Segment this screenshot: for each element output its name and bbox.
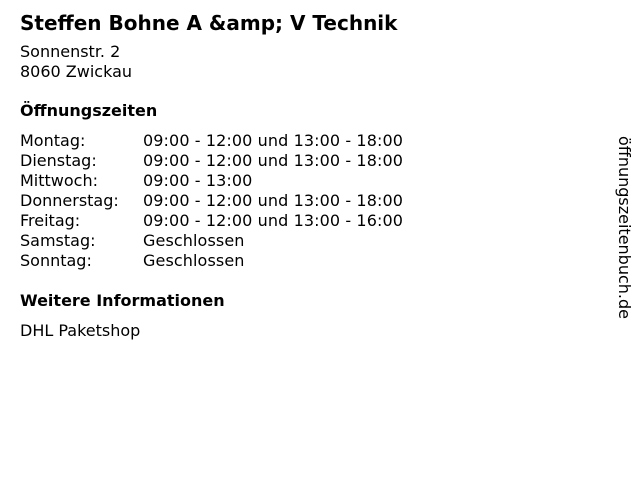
hours-row-samstag [20, 231, 600, 251]
address-city: 8060 Zwickau [20, 62, 133, 81]
hours-day: Donnerstag: [20, 191, 119, 210]
info-heading: Weitere Informationen [20, 291, 225, 310]
hours-day: Samstag: [20, 231, 96, 250]
address-street: Sonnenstr. 2 [20, 42, 121, 61]
hours-day: Montag: [20, 131, 86, 150]
hours-time: 09:00 - 12:00 und 13:00 - 16:00 [143, 211, 404, 230]
hours-time: 09:00 - 12:00 und 13:00 - 18:00 [143, 191, 404, 210]
hours-row-sonntag [20, 251, 600, 271]
hours-time: 09:00 - 12:00 und 13:00 - 18:00 [143, 151, 404, 170]
hours-time: 09:00 - 13:00 [143, 171, 253, 190]
info-text: DHL Paketshop [20, 321, 141, 340]
site-watermark: öffnungszeitenbuch.de [615, 136, 634, 319]
hours-row-donnerstag [20, 191, 600, 211]
hours-row-montag [20, 131, 600, 151]
business-name: Steffen Bohne A &amp; V Technik [20, 11, 398, 35]
hours-day: Freitag: [20, 211, 81, 230]
hours-day: Mittwoch: [20, 171, 98, 190]
hours-day: Sonntag: [20, 251, 92, 270]
hours-row-freitag [20, 211, 600, 231]
hours-time: Geschlossen [143, 231, 245, 250]
hours-row-mittwoch [20, 171, 600, 191]
hours-row-dienstag [20, 151, 600, 171]
hours-heading: Öffnungszeiten [20, 101, 158, 120]
hours-time: Geschlossen [143, 251, 245, 270]
hours-day: Dienstag: [20, 151, 97, 170]
hours-table [20, 131, 600, 271]
address [20, 42, 600, 82]
hours-time: 09:00 - 12:00 und 13:00 - 18:00 [143, 131, 404, 150]
business-card [20, 10, 600, 341]
